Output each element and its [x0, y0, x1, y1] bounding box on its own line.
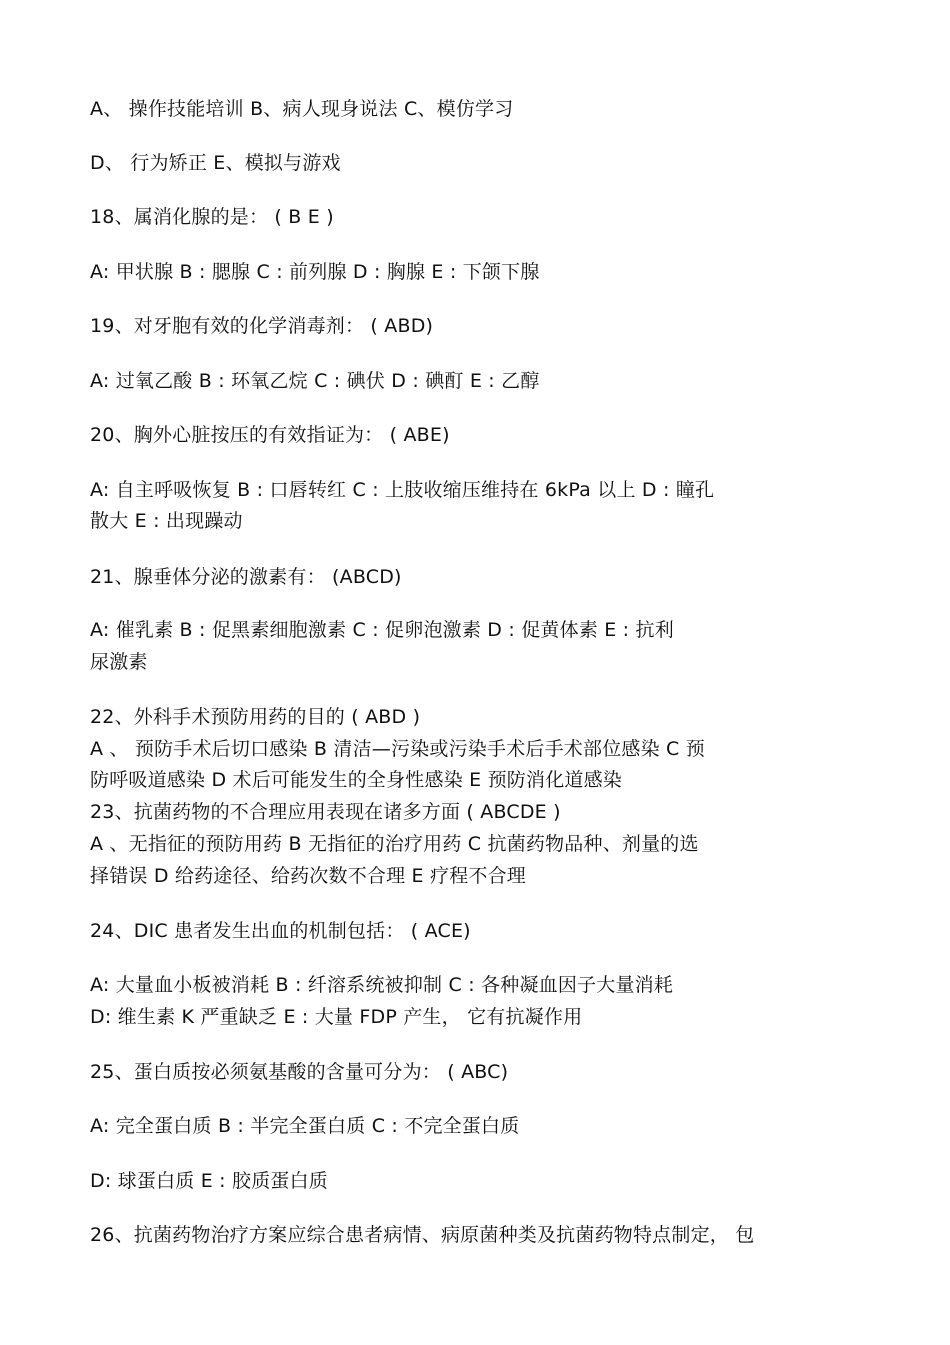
option-line-a-c: A、 操作技能培训 B、病人现身说法 C、模仿学习: [90, 98, 514, 120]
question-23-options-1: A 、无指征的预防用药 B 无指征的治疗用药 C 抗菌药物品种、剂量的选: [90, 833, 699, 855]
question-24: 24、DIC 患者发生出血的机制包括： ( ACE): [90, 920, 471, 942]
question-24-options-2: D: 维生素 K 严重缺乏 E : 大量 FDP 产生， 它有抗凝作用: [90, 1006, 583, 1028]
question-18-options: A: 甲状腺 B : 腮腺 C : 前列腺 D : 胸腺 E : 下颌下腺: [90, 261, 540, 283]
question-20-options-1: A: 自主呼吸恢复 B : 口唇转红 C : 上肢收缩压维持在 6kPa 以上 D : 瞳孔: [90, 479, 715, 501]
option-line-d-e: D、 行为矫正 E、模拟与游戏: [90, 152, 341, 174]
question-21: 21、腺垂体分泌的激素有： (ABCD): [90, 566, 402, 588]
question-26: 26、抗菌药物治疗方案应综合患者病情、病原菌种类及抗菌药物特点制定， 包: [90, 1224, 755, 1246]
question-21-options-2: 尿激素: [90, 651, 148, 673]
question-19: 19、对牙胞有效的化学消毒剂： ( ABD): [90, 315, 434, 337]
question-21-options-1: A: 催乳素 B : 促黑素细胞激素 C : 促卵泡激素 D : 促黄体素 E : 抗利: [90, 619, 674, 641]
question-23-options-2: 择错误 D 给药途径、给药次数不合理 E 疗程不合理: [90, 865, 526, 887]
question-20-options-2: 散大 E : 出现躁动: [90, 510, 243, 532]
question-25-options-1: A: 完全蛋白质 B : 半完全蛋白质 C : 不完全蛋白质: [90, 1115, 520, 1137]
question-22: 22、外科手术预防用药的目的 ( ABD ): [90, 706, 421, 728]
question-22-options-1: A 、 预防手术后切口感染 B 清洁—污染或污染手术后手术部位感染 C 预: [90, 738, 705, 760]
question-18: 18、属消化腺的是： ( B E ): [90, 206, 334, 228]
question-25-options-2: D: 球蛋白质 E : 胶质蛋白质: [90, 1170, 328, 1192]
question-19-options: A: 过氧乙酸 B : 环氧乙烷 C : 碘伏 D : 碘酊 E : 乙醇: [90, 370, 540, 392]
question-23: 23、抗菌药物的不合理应用表现在诸多方面 ( ABCDE ): [90, 801, 561, 823]
question-20: 20、胸外心脏按压的有效指证为： ( ABE): [90, 424, 450, 446]
question-24-options-1: A: 大量血小板被消耗 B : 纤溶系统被抑制 C : 各种凝血因子大量消耗: [90, 974, 674, 996]
question-22-options-2: 防呼吸道感染 D 术后可能发生的全身性感染 E 预防消化道感染: [90, 769, 622, 791]
question-25: 25、蛋白质按必须氨基酸的含量可分为： ( ABC): [90, 1061, 509, 1083]
